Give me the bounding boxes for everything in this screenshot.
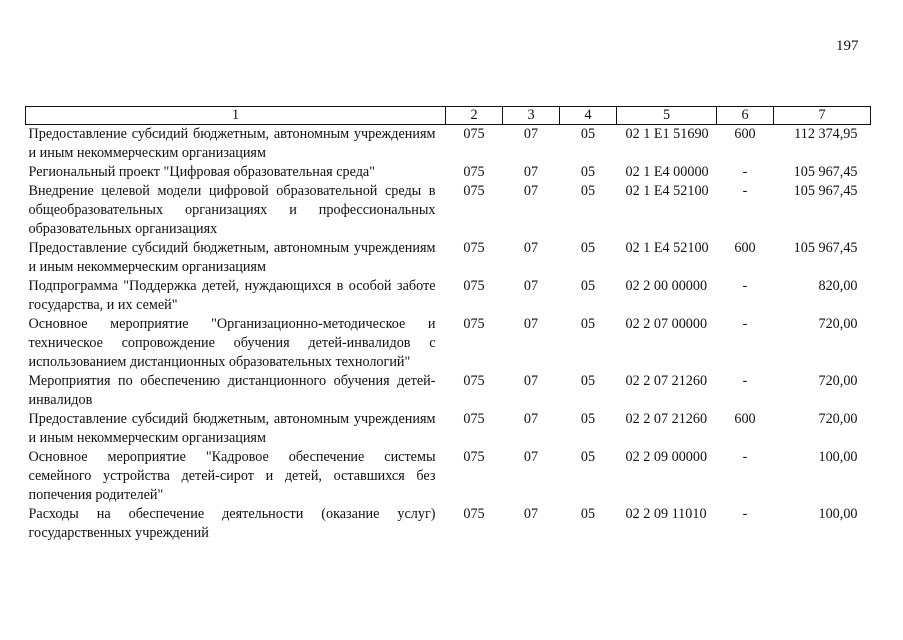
row-grbs: 075	[463, 240, 485, 256]
row-name: Мероприятия по обеспечению дистанционного обучения детей-инвалидов	[28, 373, 436, 408]
row-amount: 720,00	[818, 411, 858, 427]
row-section: 07	[523, 183, 539, 199]
table-row	[26, 163, 871, 182]
table-row	[26, 410, 871, 448]
row-amount: 105 967,45	[793, 240, 858, 256]
column-header: 6	[717, 107, 774, 125]
row-name: Основное мероприятие "Организационно-методическое и техническое сопровождение обучения детей-инвалидов с использованием дистанционных образовательных технологий"	[28, 316, 436, 370]
row-subsection: 05	[580, 506, 596, 522]
row-target-code: 02 2 07 21260	[625, 411, 708, 427]
row-name: Расходы на обеспечение деятельности (оказание услуг) государственных учреждений	[28, 506, 436, 541]
row-expense-type: -	[742, 373, 748, 389]
row-expense-type: -	[742, 316, 748, 332]
row-amount: 100,00	[818, 449, 858, 465]
row-amount: 105 967,45	[793, 164, 858, 180]
row-section: 07	[523, 316, 539, 332]
table-row	[26, 448, 871, 505]
row-expense-type: -	[742, 506, 748, 522]
row-section: 07	[523, 411, 539, 427]
row-target-code: 02 2 00 00000	[625, 278, 708, 294]
row-subsection: 05	[580, 316, 596, 332]
table-row	[26, 372, 871, 410]
row-expense-type: -	[742, 278, 748, 294]
row-section: 07	[523, 278, 539, 294]
row-name: Внедрение целевой модели цифровой образовательной среды в общеобразовательных организациях и профессиональных образовательных организациях	[28, 183, 436, 237]
row-name: Основное мероприятие "Кадровое обеспечение системы семейного устройства детей-сирот и детей, оставшихся без попечения родителей"	[28, 449, 436, 503]
table-header-row	[26, 107, 871, 125]
row-section: 07	[523, 449, 539, 465]
row-amount: 720,00	[818, 373, 858, 389]
row-amount: 720,00	[818, 316, 858, 332]
row-section: 07	[523, 240, 539, 256]
row-expense-type: 600	[734, 240, 756, 256]
row-amount: 100,00	[818, 506, 858, 522]
row-subsection: 05	[580, 240, 596, 256]
row-target-code: 02 1 E1 51690	[625, 126, 709, 142]
column-header: 4	[560, 107, 617, 125]
table-body	[26, 125, 871, 544]
row-grbs: 075	[463, 506, 485, 522]
row-expense-type: 600	[734, 126, 756, 142]
row-expense-type: -	[742, 183, 748, 199]
row-subsection: 05	[580, 126, 596, 142]
page-number: 197	[836, 38, 859, 54]
table-row	[26, 315, 871, 372]
row-target-code: 02 1 E4 52100	[625, 183, 709, 199]
row-section: 07	[523, 373, 539, 389]
table-row	[26, 277, 871, 315]
row-subsection: 05	[580, 411, 596, 427]
row-target-code: 02 2 07 00000	[625, 316, 708, 332]
row-target-code: 02 1 E4 00000	[625, 164, 709, 180]
row-subsection: 05	[580, 373, 596, 389]
row-section: 07	[523, 506, 539, 522]
row-name: Предоставление субсидий бюджетным, автономным учреждениям и иным некоммерческим организациям	[28, 411, 436, 446]
row-name: Предоставление субсидий бюджетным, автономным учреждениям и иным некоммерческим организациям	[28, 240, 436, 275]
row-grbs: 075	[463, 316, 485, 332]
row-target-code: 02 2 09 00000	[625, 449, 708, 465]
table-row	[26, 505, 871, 543]
column-header: 5	[617, 107, 717, 125]
column-header: 2	[446, 107, 503, 125]
row-amount: 105 967,45	[793, 183, 858, 199]
row-name: Региональный проект "Цифровая образовательная среда"	[28, 164, 376, 180]
row-amount: 112 374,95	[794, 126, 858, 142]
row-grbs: 075	[463, 373, 485, 389]
budget-table	[25, 106, 871, 543]
row-grbs: 075	[463, 278, 485, 294]
row-target-code: 02 2 07 21260	[625, 373, 708, 389]
row-name: Подпрограмма "Поддержка детей, нуждающихся в особой заботе государства, и их семей"	[28, 278, 436, 313]
row-section: 07	[523, 164, 539, 180]
row-expense-type: 600	[734, 411, 756, 427]
table-row	[26, 125, 871, 164]
row-expense-type: -	[742, 164, 748, 180]
row-subsection: 05	[580, 183, 596, 199]
column-header: 7	[774, 107, 871, 125]
row-grbs: 075	[463, 126, 485, 142]
column-header: 3	[503, 107, 560, 125]
column-header: 1	[26, 107, 446, 125]
table-row	[26, 239, 871, 277]
row-expense-type: -	[742, 449, 748, 465]
row-grbs: 075	[463, 411, 485, 427]
row-section: 07	[523, 126, 539, 142]
row-subsection: 05	[580, 278, 596, 294]
row-grbs: 075	[463, 449, 485, 465]
row-amount: 820,00	[818, 278, 858, 294]
row-subsection: 05	[580, 164, 596, 180]
row-target-code: 02 1 E4 52100	[625, 240, 709, 256]
row-grbs: 075	[463, 183, 485, 199]
table-row	[26, 182, 871, 239]
row-name: Предоставление субсидий бюджетным, автономным учреждениям и иным некоммерческим организациям	[28, 126, 436, 161]
row-grbs: 075	[463, 164, 485, 180]
row-target-code: 02 2 09 11010	[625, 506, 707, 522]
row-subsection: 05	[580, 449, 596, 465]
